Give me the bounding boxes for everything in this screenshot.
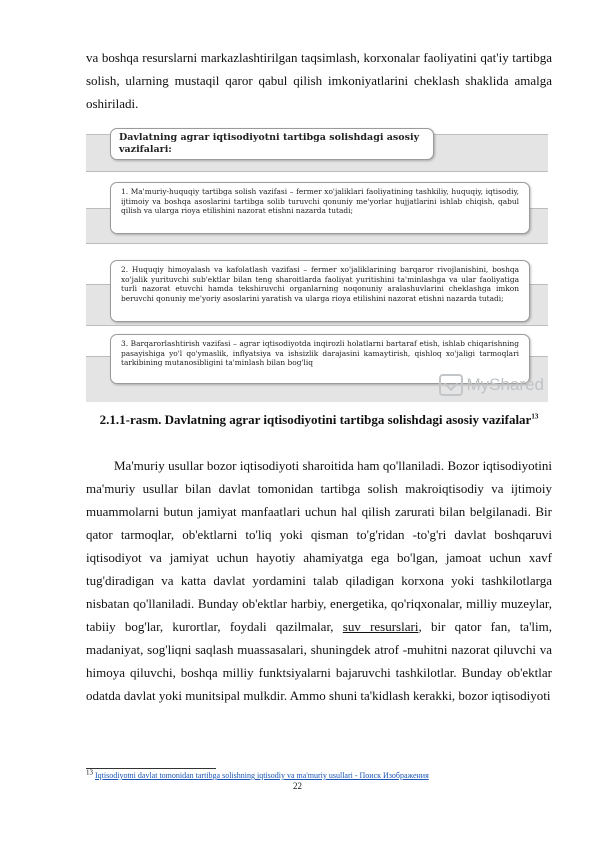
- figure-title-box: [110, 128, 434, 160]
- caption-footnote-ref[interactable]: 13: [531, 412, 539, 421]
- footnote-divider: [86, 768, 216, 769]
- figure-title: Davlatning agrar iqtisodiyotni tartibga solishdagi asosiy vazifalari:: [119, 132, 420, 155]
- body-text-start: Ma'muriy usullar bozor iqtisodiyoti sharoitida ham qo'llaniladi. Bozor iqtisodiyotini ma'muriy usullar bilan davlat tomonidan tartibga solish makroiqtisodiy va ijtimoiy muammolarni butun jamiyat manfaatlari uchun hal qilish zarurati bilan belgilanadi. Bir qator tarmoqlar, ob'ektlarni to'liq yoki qisman to'g'ridan -to'g'ri davlat boshqaruvi iqtisodiyot va jamiyat uchun hayotiy ahamiyatga ega bo'lgan, jamoat uchun xavf tug'diradigan va katta davlat yordamini talab qiladigan korxona yoki tashkilotlarga nisbatan qo'llaniladi. Bunday ob'ektlar harbiy, energetika, qo'riqxonalar, milliy muzeylar, tabiiy bog'lar, kurortlar, foydali qazilmalar,: [86, 458, 552, 634]
- page-number: 22: [293, 781, 302, 791]
- suv-resurslari-link[interactable]: suv resurslari: [342, 619, 419, 634]
- figure-diagram: [86, 126, 548, 402]
- watermark-text: MyShared: [466, 375, 544, 394]
- footnote-number: 13: [86, 768, 93, 777]
- intro-paragraph: va boshqa resurslarni markazlashtirilgan taqsimlash, korxonalar faoliyatini qat'iy tartibga solish, ularning mustaqil qaror qabul qilish imkoniyatlarini cheklash shaklida amalga oshiriladi.: [86, 50, 552, 111]
- footnote-link[interactable]: Iqtisodiyotni davlat tomonidan tartibga solishning iqtisodiy va ma'muriy usullari - Поиск Изображения: [95, 771, 429, 780]
- watermark: [439, 374, 544, 396]
- figure-item-1: 1. Ma'muriy-huquqiy tartibga solish vazifasi – fermer xo'jaliklari faoliyatining tashkiliy, huquqiy, iqtisodiy, ijtimoiy va boshqa asoslarini tartibga solib turuvchi qonuniy me'yorlar hujjatlarini ishlab chiqish, qabul qilish va ularga rioya etilishini nazorat etishni nazarda tutadi;: [121, 187, 519, 216]
- figure-item-3: 3. Barqarorlashtirish vazifasi – agrar iqtisodiyotda inqirozli holatlarni bartaraf etish, ishlab chiqarishning pasayishiga yo'l qo'ymaslik, inflyatsiya va ishsizlik darajasini kamaytirish, qishloq xo'jaligi tarmoqlari tarkibining mutanosibligini ta'minlash bilan bog'liq: [121, 339, 519, 368]
- figure-item-box: [110, 182, 530, 234]
- figure-caption: [86, 408, 552, 432]
- caption-text: 2.1.1-rasm. Davlatning agrar iqtisodiyotini tartibga solishdagi asosiy vazifalar: [99, 412, 532, 427]
- footnote: [86, 768, 429, 781]
- figure-item-box: [110, 260, 530, 322]
- body-paragraph: [86, 454, 552, 707]
- figure-item-2: 2. Huquqiy himoyalash va kafolatlash vazifasi – fermer xo'jaliklarining barqaror rivojlanishini, boshqa xo'jalik yurituvchi sub'ektlar bilan teng sharoitlarda faoliyat yuritishini ta'minlashga va ular faoliyatiga turli nazorat etuvchi hamda tekshiruvchi organlarning noqonuniy aralashuvlarini cheklashga imkon beruvchi qonuniy me'yoriy asoslarini yaratish va ularga rioya etilishini nazorat etishni nazarda tutadi;: [121, 265, 519, 303]
- body-text-end: , bir qator fan, ta'lim, madaniyat, sog'liqni saqlash muassasalari, shuningdek atrof -muhitni nazorat qiluvchi va himoya qiluvchi, boshqa milliy funktsiyalarni bajaruvchi tashkilotlar. Bunday ob'ektlar odatda davlat yoki munitsipal mulkdir. Ammo shuni ta'kidlash kerakki, bozor iqtisodiyoti: [86, 619, 553, 703]
- watermark-logo-icon: [439, 374, 463, 396]
